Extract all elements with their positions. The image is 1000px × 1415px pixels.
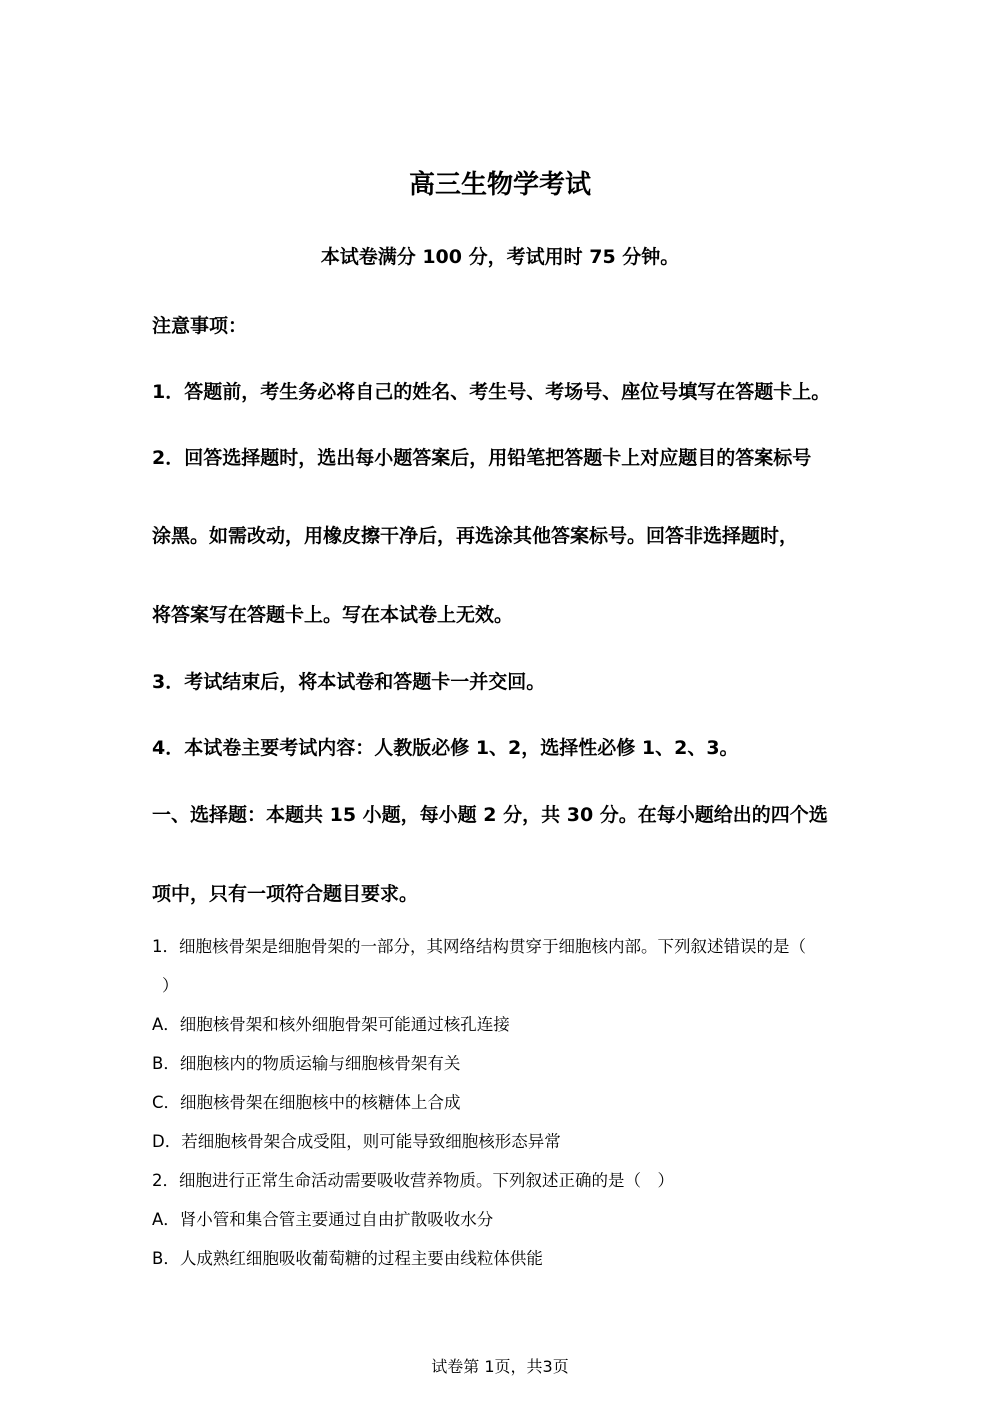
note-item-2-line-3: 将答案写在答题卡上。写在本试卷上无效。: [152, 604, 514, 626]
note-item-3: 3．考试结束后，将本试卷和答题卡一并交回。: [152, 671, 546, 693]
question-2-option-a: A．肾小管和集合管主要通过自由扩散吸收水分: [152, 1210, 494, 1229]
section-heading-line-2: 项中，只有一项符合题目要求。: [152, 883, 419, 905]
section-heading-line-1: 一、选择题：本题共 15 小题，每小题 2 分，共 30 分。在每小题给出的四个选: [152, 804, 828, 826]
note-item-2-line-1: 2．回答选择题时，选出每小题答案后，用铅笔把答题卡上对应题目的答案标号: [152, 447, 812, 469]
question-1-option-b: B．细胞核内的物质运输与细胞核骨架有关: [152, 1054, 461, 1073]
page-footer: 试卷第 1页，共3页: [431, 1357, 569, 1376]
question-1-option-d: D．若细胞核骨架合成受阻，则可能导致细胞核形态异常: [152, 1132, 561, 1151]
question-1-option-a: A．细胞核骨架和核外细胞骨架可能通过核孔连接: [152, 1015, 510, 1034]
question-2-option-b: B．人成熟红细胞吸收葡萄糖的过程主要由线粒体供能: [152, 1249, 543, 1268]
note-item-4: 4．本试卷主要考试内容：人教版必修 1、2，选择性必修 1、2、3。: [152, 737, 739, 759]
exam-title: 高三生物学考试: [408, 170, 591, 200]
exam-subtitle: 本试卷满分 100 分，考试用时 75 分钟。: [320, 246, 680, 268]
question-1-stem-line-1: 1．细胞核骨架是细胞骨架的一部分，其网络结构贯穿于细胞核内部。下列叙述错误的是（: [152, 937, 806, 956]
question-2-stem: 2．细胞进行正常生命活动需要吸收营养物质。下列叙述正确的是（ ）: [152, 1171, 674, 1190]
note-item-2-line-2: 涂黑。如需改动，用橡皮擦干净后，再选涂其他答案标号。回答非选择题时，: [152, 525, 799, 547]
question-1-option-c: C．细胞核骨架在细胞核中的核糖体上合成: [152, 1093, 461, 1112]
notes-heading: 注意事项：: [152, 315, 248, 337]
note-item-1: 1．答题前，考生务必将自己的姓名、考生号、考场号、座位号填写在答题卡上。: [152, 381, 831, 403]
question-1-stem-line-2: ）: [162, 976, 179, 995]
